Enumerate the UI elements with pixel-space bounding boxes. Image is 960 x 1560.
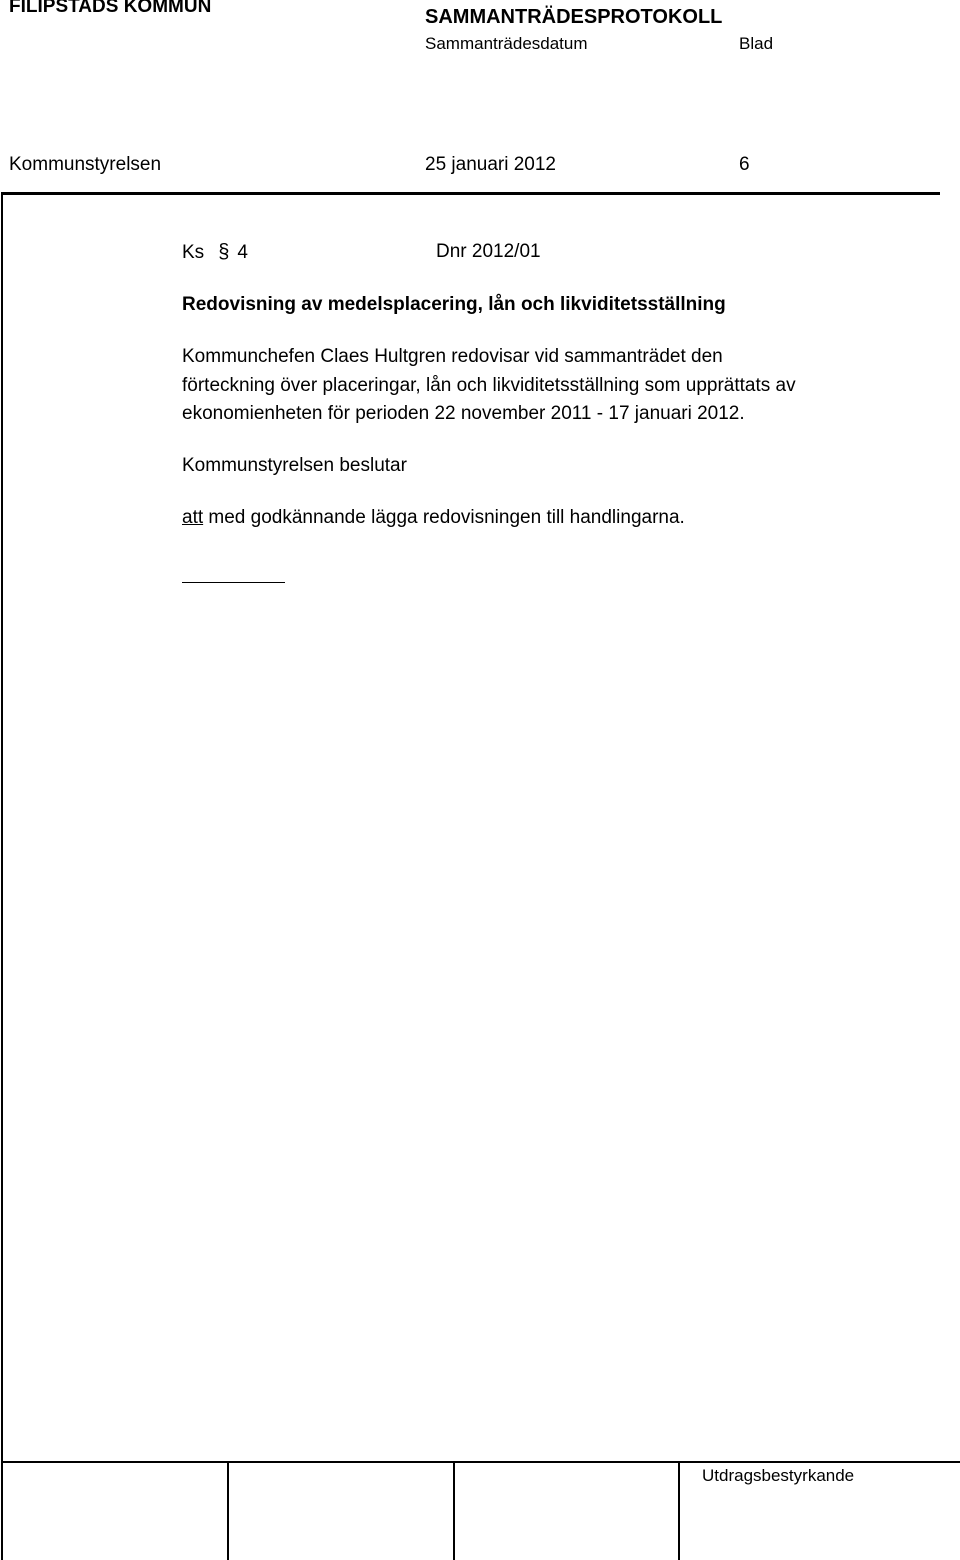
decision-intro: Kommunstyrelsen beslutar: [182, 455, 407, 476]
certification-label: Utdragsbestyrkande: [702, 1466, 855, 1485]
document-type: SAMMANTRÄDESPROTOKOLL: [425, 6, 723, 28]
diary-number: Dnr 2012/01: [436, 241, 541, 262]
paragraph-number: 4: [237, 242, 248, 263]
organization-name: FILIPSTADS KOMMUN: [9, 0, 212, 17]
signature-box-divider: [227, 1462, 229, 1560]
end-separator: [182, 582, 285, 583]
body-line: förteckning över placeringar, lån och likviditetsställning som upprättats av: [182, 374, 796, 396]
decision-text: med godkännande lägga redovisningen till handlingarna.: [203, 507, 685, 528]
body-line: Kommunchefen Claes Hultgren redovisar vid sammanträdet den: [182, 346, 723, 367]
footer-rule: [2, 1461, 960, 1463]
signature-box-divider: [453, 1462, 455, 1560]
frame-left-border: [1, 192, 3, 1560]
body-name: Kommunstyrelsen: [9, 154, 162, 175]
signature-box-divider: [678, 1462, 680, 1560]
page-number: 6: [739, 154, 750, 175]
section-symbol: §: [218, 241, 230, 263]
decision: [182, 507, 685, 529]
header-rule: [2, 192, 940, 195]
paragraph-title: Redovisning av medelsplacering, lån och likviditetsställning: [182, 294, 726, 315]
meeting-date: 25 januari 2012: [425, 154, 556, 175]
decision-keyword: att: [182, 507, 204, 528]
page-label: Blad: [739, 34, 774, 53]
meeting-date-label: Sammanträdesdatum: [425, 34, 588, 53]
paragraph-prefix: Ks: [182, 242, 205, 263]
paragraph-body: [182, 343, 942, 429]
body-line: ekonomienheten för perioden 22 november 2011 - 17 januari 2012.: [182, 403, 745, 424]
paragraph-reference: [182, 241, 248, 264]
